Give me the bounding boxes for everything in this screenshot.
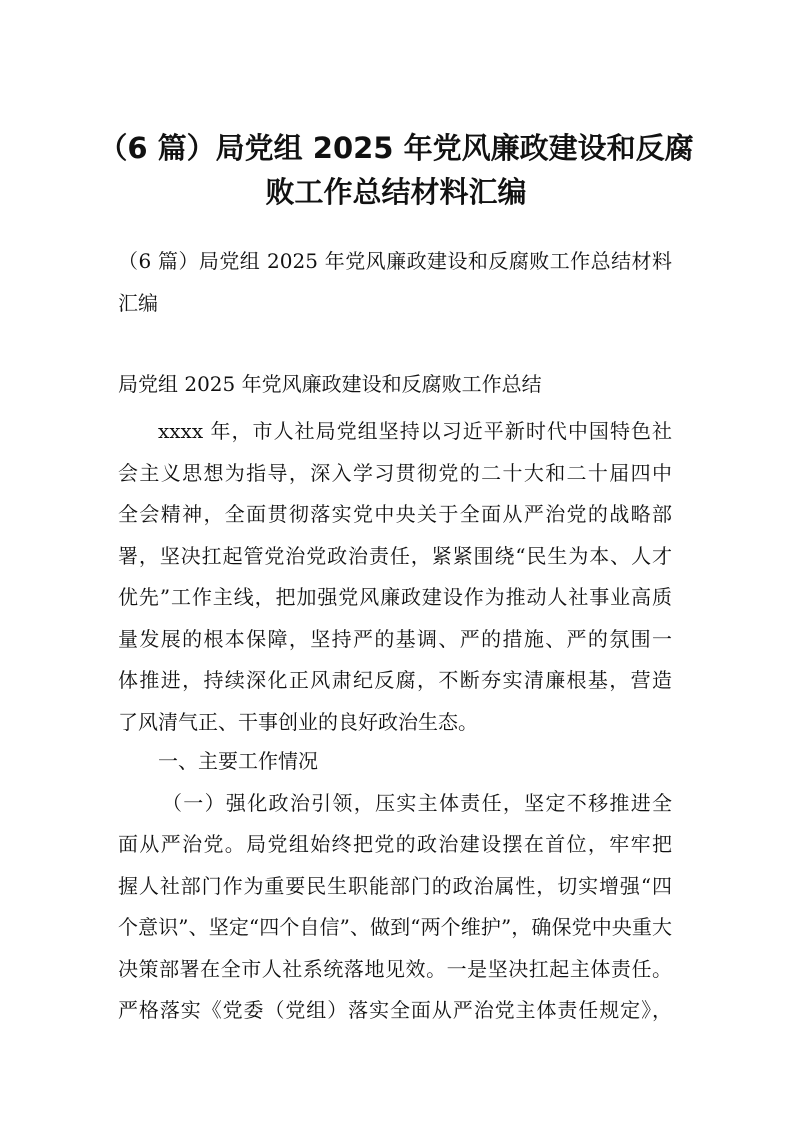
article-heading-text: 局党组 2025 年党风廉政建设和反腐败工作总结 <box>118 372 542 396</box>
paragraph-line: 个意识”、坚定“四个自信”、做到“两个维护”，确保党中央重大 <box>118 915 672 939</box>
paragraph-line: 了风清气正、干事创业的良好政治生态。 <box>118 709 478 734</box>
paragraph-line: 优先”工作主线，把加强党风廉政建设作为推动人社事业高质 <box>118 585 672 609</box>
title-line: 败工作总结材料汇编 <box>265 175 527 209</box>
intro-paragraph <box>118 411 672 743</box>
paragraph-line: 握人社部门作为重要民生职能部门的政治属性，切实增强“四 <box>118 873 672 898</box>
paragraph-line: 面从严治党。局党组始终把党的政治建设摆在首位，牢牢把 <box>118 832 672 856</box>
paragraph-line: 量发展的根本保障，坚持严的基调、严的措施、严的氛围一 <box>118 626 672 651</box>
section-1 <box>118 741 672 1032</box>
paragraph-line: 会主义思想为指导，深入学习贯彻党的二十大和二十届四中 <box>118 460 672 485</box>
subtitle-line: （6 篇）局党组 2025 年党风廉政建设和反腐败工作总结材料 <box>118 249 672 273</box>
subtitle-line: 汇编 <box>118 290 158 315</box>
title-line: （6 篇）局党组 2025 年党风廉政建设和反腐 <box>98 131 694 165</box>
paragraph-line: 全会精神，全面贯彻落实党中央关于全面从严治党的战略部 <box>118 502 672 526</box>
paragraph-line: 署，坚决扛起管党治党政治责任，紧紧围绕“民生为本、人才 <box>118 543 672 568</box>
paragraph-line: xxxx 年，市人社局党组坚持以习近平新时代中国特色社 <box>158 419 672 443</box>
paragraph-line: 决策部署在全市人社系统落地见效。一是坚决扛起主体责任。 <box>118 956 672 981</box>
section-heading: 一、主要工作情况 <box>158 749 318 773</box>
paragraph-line: （一）强化政治引领，压实主体责任，坚定不移推进全 <box>162 790 672 815</box>
document-title <box>96 126 696 214</box>
paragraph-line: 严格落实《党委（党组）落实全面从严治党主体责任规定》， <box>118 998 672 1022</box>
article-heading <box>118 364 672 406</box>
subtitle <box>118 241 672 324</box>
paragraph-line: 体推进，持续深化正风肃纪反腐，不断夯实清廉根基，营造 <box>118 668 672 692</box>
